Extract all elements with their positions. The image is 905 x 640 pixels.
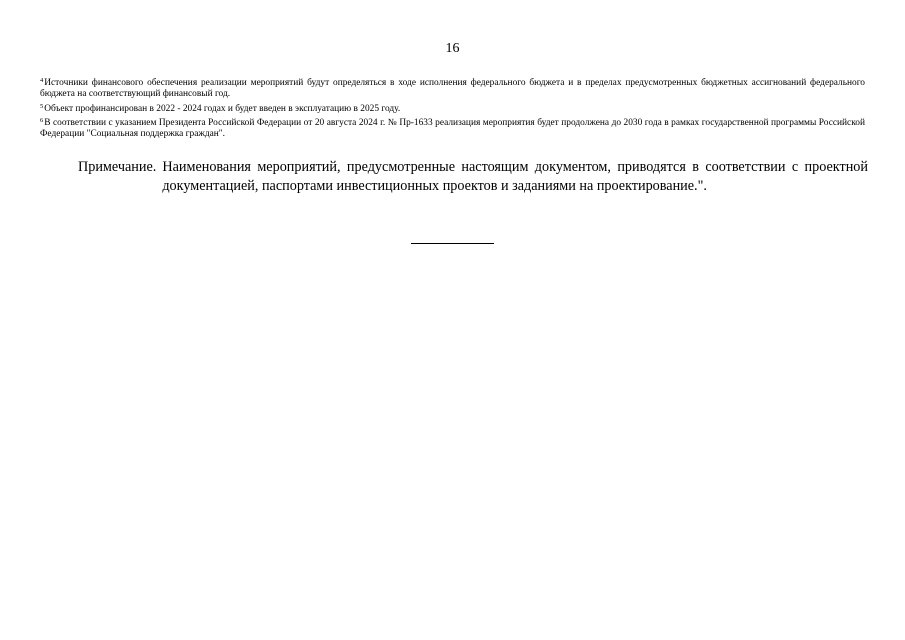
footnote-text: В соответствии с указанием Президента Российской Федерации от 20 августа 2024 г. № Пр-1633 реализация мероприятия будет продолжена до 2030 года в рамках государственной программы Российской Федерации "Социальная поддержка граждан".	[40, 117, 865, 140]
end-rule-divider	[411, 243, 494, 244]
note-block	[78, 158, 868, 196]
footnote-4	[40, 78, 865, 101]
footnote-text: Источники финансового обеспечения реализации мероприятий будут определяться в ходе исполнения федерального бюджета и в пределах предусмотренных бюджетных ассигнований федерального бюджета на соответствующий финансовый год.	[40, 78, 865, 100]
footnote-marker: 5	[40, 102, 44, 110]
footnotes-block	[40, 78, 865, 143]
page-number: 16	[445, 41, 460, 56]
footnote-5	[40, 104, 865, 115]
footnote-6	[40, 118, 865, 141]
note-text: Наименования мероприятий, предусмотренные настоящим документом, приводятся в соответствии с проектной документацией, паспортами инвестиционных проектов и заданиями на проектирование.".	[162, 159, 868, 194]
footnote-marker: 6	[40, 116, 44, 124]
footnote-marker: 4	[40, 77, 44, 84]
note-label: Примечание.	[78, 159, 157, 175]
footnote-text: Объект профинансирован в 2022 - 2024 годах и будет введен в эксплуатацию в 2025 году.	[44, 103, 401, 114]
